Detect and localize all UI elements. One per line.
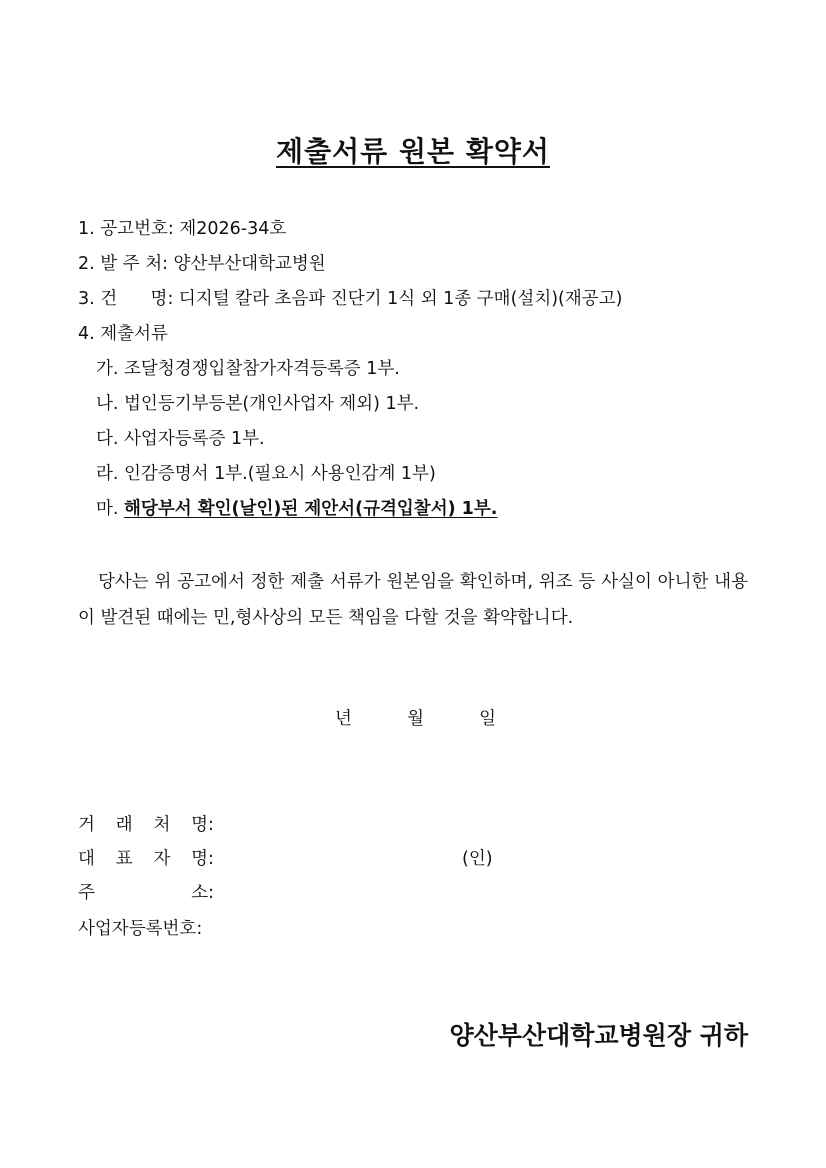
document-item-prefix: 다. — [96, 429, 125, 449]
document-item-text: 법인등기부등본(개인사업자 제외) 1부. — [124, 394, 420, 414]
document-item-text: 인감증명서 1부.(필요시 사용인감계 1부) — [124, 464, 436, 484]
addressee: 양산부산대학교병원장 귀하 — [449, 1021, 748, 1050]
representative-label — [78, 848, 214, 870]
label-char: 대 — [78, 849, 95, 869]
label-char: 거 — [78, 815, 95, 835]
label-text: 사업자등록번호: — [78, 919, 203, 939]
address-label — [78, 882, 214, 904]
seal-mark: (인) — [462, 849, 493, 869]
label-char: 명: — [191, 849, 214, 869]
document-title-text: 제출서류 원본 확약서 — [276, 135, 550, 168]
label-char: 소: — [191, 883, 214, 903]
document-title — [0, 130, 826, 170]
business-number-label — [78, 918, 214, 940]
date-year: 년 — [335, 709, 352, 729]
confirmation-statement: 당사는 위 공고에서 정한 제출 서류가 원본임을 확인하며, 위조 등 사실이 아니한 내용이 발견된 때에는 민,형사상의 모든 책임을 다할 것을 확약합니다. — [78, 572, 748, 628]
document-item — [96, 428, 265, 450]
notice-number: 1. 공고번호: 제2026-34호 — [78, 219, 287, 239]
document-item — [96, 358, 400, 380]
label-char: 명: — [191, 815, 214, 835]
document-item — [96, 393, 419, 415]
document-item-prefix: 마. — [96, 499, 125, 519]
label-char: 자 — [153, 849, 171, 869]
issuer: 2. 발 주 처: 양산부산대학교병원 — [78, 254, 326, 274]
label-char: 표 — [115, 849, 133, 869]
documents-heading: 4. 제출서류 — [78, 324, 168, 344]
document-item-text: 해당부서 확인(날인)된 제안서(규격입찰서) 1부. — [124, 499, 498, 519]
document-item-emphasized — [96, 498, 497, 520]
label-char: 래 — [115, 815, 133, 835]
date-line — [335, 708, 496, 730]
document-item-prefix: 나. — [96, 394, 125, 414]
date-day: 일 — [479, 709, 497, 729]
label-char: 처 — [153, 815, 171, 835]
document-item — [96, 463, 436, 485]
label-char: 주 — [78, 883, 95, 903]
document-item-prefix: 라. — [96, 464, 125, 484]
subject: 3. 건 명: 디지털 칼라 초음파 진단기 1식 외 1종 구매(설치)(재공고) — [78, 289, 623, 309]
document-item-prefix: 가. — [96, 359, 125, 379]
document-item-text: 조달청경쟁입찰참가자격등록증 1부. — [124, 359, 400, 379]
document-item-text: 사업자등록증 1부. — [124, 429, 265, 449]
date-month: 월 — [407, 709, 424, 729]
company-name-label — [78, 814, 214, 836]
